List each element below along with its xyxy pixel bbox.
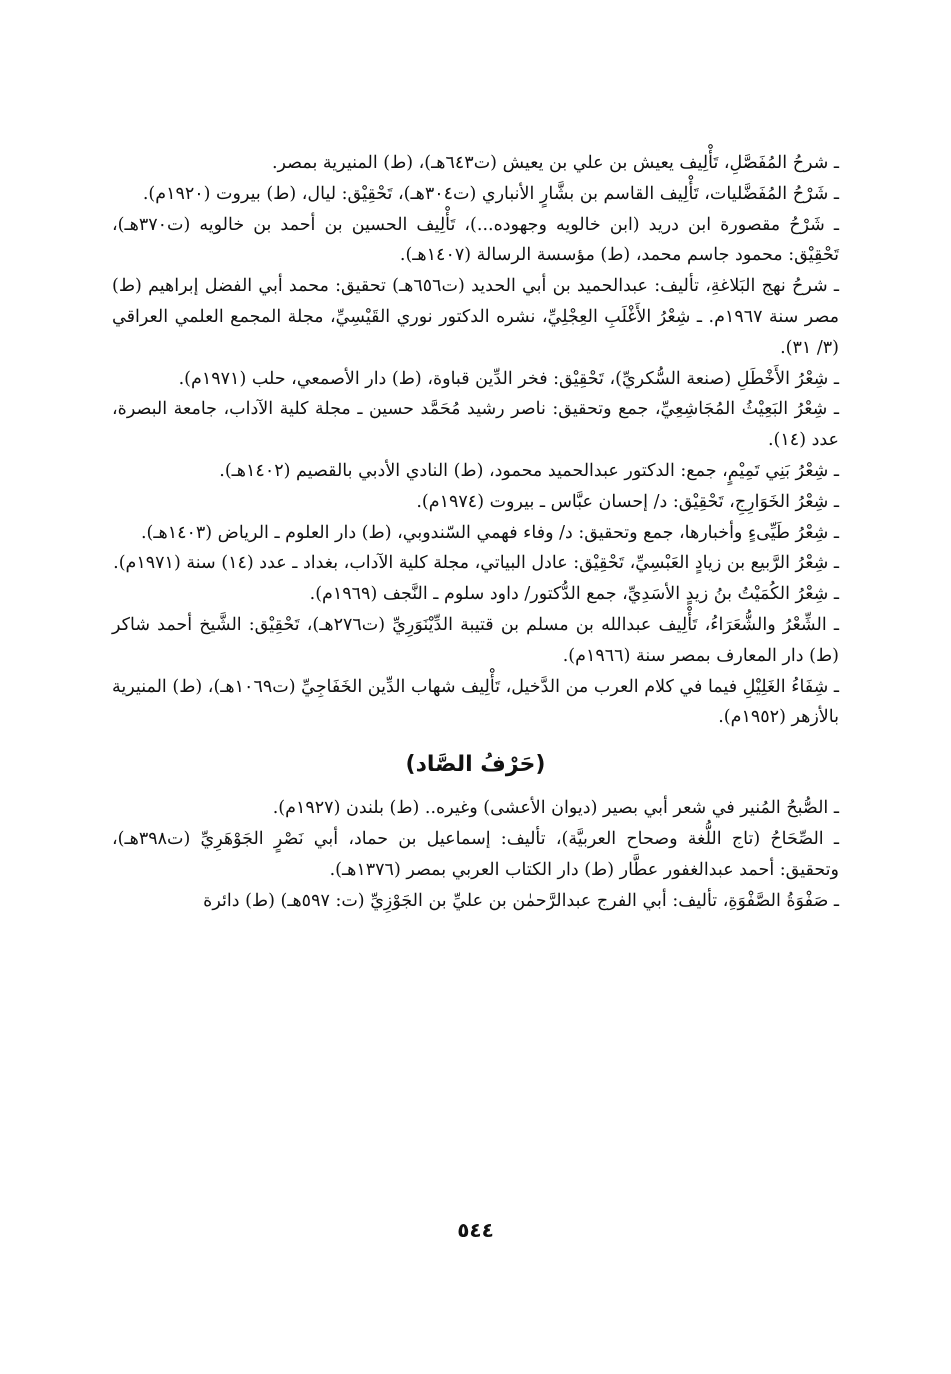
bibliography-entry: ـ الصِّحَاحُ (تاج اللُّغة وصحاح العربيَّة)، تأليف: إسماعيل بن حماد، أبي نَصْرٍ الجَوْهَرِيِّ (ت٣٩٨هـ)، وتحقيق: أحمد عبدالغفور عطَّار (ط) دار الكتاب العربي بمصر (١٣٧٦هـ). <box>112 828 839 880</box>
bibliography-entry: ـ شَرْحُ مقصورة ابن دريد (ابن خالويه وجهوده...)، تَأْلِيف الحسين بن أحمد بن خالويه (ت٣٧٠هـ)، تَحْقِيْق: محمود جاسم محمد، (ط) مؤسسة الرسالة (١٤٠٧هـ). <box>112 214 839 266</box>
bibliography-entry: ـ شِعْرُ بَنِي تَمِيْمٍ، جمع: الدكتور عبدالحميد محمود، (ط) النادي الأدبي بالقصيم (١٤٠٢هـ). <box>219 460 839 481</box>
bibliography-entry: ـ شِعْرُ البَعِيْثُ المُجَاشِعِيِّ، جمع وتحقيق: ناصر رشيد مُحَمَّد حسين ـ مجلة كلية الآداب، جامعة البصرة، عدد (١٤). <box>112 399 839 451</box>
bibliography-entry: ـ شرحُ المُفَصَّلِ، تَأْلِيف يعيش بن علي بن يعيش (ت٦٤٣هـ)، (ط) المنيرية بمصر. <box>271 153 839 173</box>
bibliography-entry: ـ شِعْرُ الكُمَيْتُ بنُ زيدٍ الأسَدِيِّ، جمع الدُّكتور/ داود سلوم ـ النَّجف (١٩٦٩م). <box>309 584 839 605</box>
bibliography-entry: ـ شِعْرُ الرَّبيع بن زيادٍ العَبْسِيِّ، تَحْقِيْق: عادل البياتي، مجلة كلية الآداب، بغداد ـ عدد (١٤) سنة (١٩٧١م). <box>113 553 839 574</box>
bibliography-entry: ـ صَفْوَةُ الصَّفْوَةِ، تأليف: أبي الفرج عبدالرَّحمٰن بن عليِّ بن الجَوْزِيِّ (ت: ٥٩٧هـ) (ط) دائرة <box>203 890 839 911</box>
bibliography-entry: ـ شَرْحُ المُفَضَّليات، تَأْلِيف القاسم بن بشَّارٍ الأنباري (ت٣٠٤هـ)، تَحْقِيْق: ليال، (ط) بيروت (١٩٢٠م). <box>142 183 839 204</box>
bibliography-entry: ـ شِعْرُ الخَوَارِجِ، تَحْقِيْق: د/ إحسان عبَّاس ـ بيروت (١٩٧٤م). <box>416 491 839 512</box>
page-number: ٥٤٤ <box>457 1218 494 1242</box>
section-heading: (حَرْفُ الصَّاد) <box>405 752 546 778</box>
bibliography-entry: ـ شِعْرُ الأَخْطَلِ (صنعة السُّكريِّ)، تَحْقِيْق: فخر الدِّين قباوة، (ط) دار الأصمعي، حلب (١٩٧١م). <box>178 368 839 389</box>
bibliography-entry: ـ شِعْرُ طَيِّىءٍ وأخبارها، جمع وتحقيق: د/ وفاء فهمي السّندوبي، (ط) دار العلوم ـ الرياض (١٤٠٣هـ). <box>140 522 839 543</box>
bibliography-entry: ـ شِفَاءُ الغَلِيْلِ فيما في كلام العرب من الدَّخيل، تَأْلِيف شهاب الدِّين الخَفَاجِيِّ (ت١٠٦٩هـ)، (ط) المنيرية بالأزهر (١٩٥٢م). <box>112 676 840 728</box>
bibliography-entry: ـ شرحُ نهج البَلاغةِ، تأليف: عبدالحميد بن أبي الحديد (ت٦٥٦هـ) تحقيق: محمد أبي الفضل إبراهيم (ط) مصر سنة ١٩٦٧م. ـ شِعْرُ الأَغْلَبِ العِجْلِيِّ، نشره الدكتور نوري القَيْسِيِّ، مجلة المجمع العلمي العراقي (٣/ ٣١). <box>112 276 839 358</box>
bibliography-column <box>112 148 839 916</box>
bibliography-entry: ـ الشِّعْرُ والشُّعَرَاءُ، تَأْلِيف عبدالله بن مسلم بن قتيبة الدِّيْنَوَرِيِّ (ت٢٧٦هـ)، تَحْقِيْق: الشَّيخ أحمد شاكر (ط) دار المعارف بمصر سنة (١٩٦٦م). <box>112 614 839 666</box>
bibliography-entry: ـ الصُّبحُ المُنير في شعر أبي بصير (ديوان الأعشى) وغيره.. (ط) بلندن (١٩٢٧م). <box>272 798 839 819</box>
